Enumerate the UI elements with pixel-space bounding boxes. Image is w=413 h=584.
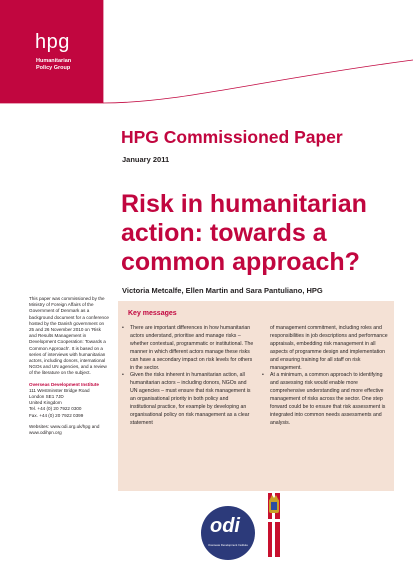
bullet-icon: • — [122, 372, 124, 379]
odi-logo-subtitle: Overseas Development Institute — [208, 543, 248, 547]
key-message-text: There are important differences in how humanitarian actors understand, prioritise and manage risks – whether contextual, programmatic or institutional. The manner in which different actors manage these risks can have a secondary impact on risk levels for others in the sector. — [130, 325, 254, 371]
phone-line: Tel. +44 (0) 20 7922 0300 — [29, 406, 82, 412]
page-title — [121, 190, 406, 277]
logo-line1: Humanitarian — [36, 58, 72, 64]
title-line3: common approach? — [121, 248, 360, 276]
authors: Victoria Metcalfe, Ellen Martin and Sara Pantuliano, HPG — [122, 286, 323, 295]
organisation-name: Overseas Development Institute — [29, 381, 99, 387]
title-line1: Risk in humanitarian — [121, 190, 367, 218]
bullet-icon: • — [262, 372, 264, 379]
title-line2: action: towards a — [121, 219, 327, 247]
key-message-item — [122, 325, 254, 372]
commission-note: This paper was commissioned by the Ministry of Foreign Affairs of the Government of Denmark as a background document for a conference hosted by the Danish government on 25 and 26 November 2010 on 'Risk and Results Management in Development Cooperation: Towards a Common Approach'. It is based on a series of interviews with humanitarian actors, including donors, international NGOs and UN agencies, and a review of the literature on the subject. — [29, 296, 109, 376]
key-message-continuation: of management commitment, including roles and responsibilities in job descriptions and performance appraisals, embedding risk management in all aspects of programme design and implementation and ensuring training for all staff on risk management. — [270, 325, 388, 371]
key-messages-heading: Key messages — [128, 310, 177, 317]
odi-logo-text: odi — [210, 515, 240, 537]
key-message-item — [122, 372, 254, 427]
logo-line2: Policy Group — [36, 65, 71, 71]
websites: Websites: www.odi.org.uk/hpg and www.odihpn.org — [29, 423, 100, 436]
hpg-logo: hpg — [35, 31, 70, 53]
key-messages-column-1 — [122, 325, 254, 428]
danish-crest-icon — [268, 493, 280, 523]
publication-date: January 2011 — [122, 155, 170, 164]
series-title: HPG Commissioned Paper — [121, 127, 343, 147]
address-line: 111 Westminster Bridge Road — [29, 387, 90, 393]
decorative-curve — [0, 0, 413, 180]
logo-subtitle — [36, 58, 71, 72]
address-line: United Kingdom — [29, 400, 62, 406]
key-message-item — [262, 372, 390, 427]
fax-line: Fax. +44 (0) 20 7922 0399 — [29, 412, 84, 418]
key-messages-column-2 — [262, 325, 390, 428]
address-line: London SE1 7JD — [29, 394, 64, 400]
bullet-icon: • — [122, 325, 124, 331]
key-message-text: At a minimum, a common approach to identifying and assessing risk would enable more comprehensive understanding and more effective management of risks across the sector. One step forward could be to ensure that risk assessment is integrated into common needs assessments and analysis. — [270, 372, 386, 426]
sidebar-info — [29, 296, 109, 436]
key-message-text: Given the risks inherent in humanitarian action, all humanitarian actors – including donors, NGOs and UN agencies – must ensure that risk management is an organisational priority in both policy and institutional practice, for example by developing an organisational policy on risk management as a clear statement — [130, 372, 251, 426]
